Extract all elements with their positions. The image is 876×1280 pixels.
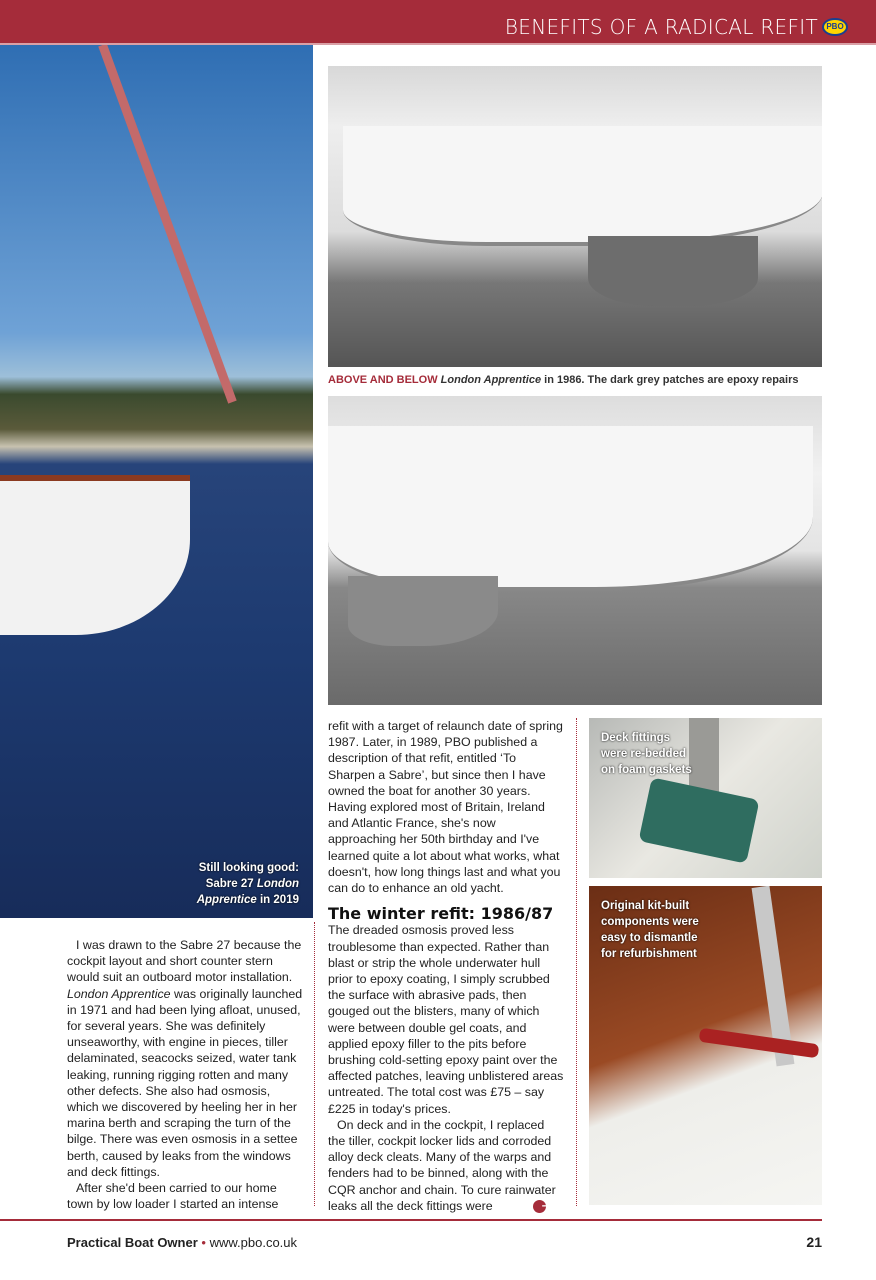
text: was originally launched in 1971 and had been lying afloat, unused, for several years. She was definitely unseaworthy, with engine in pieces, tiller delaminated, seacocks seized, water tank leaking, running rigging rotten and many other defects. She also had osmosis, which we discovered by heeling her in her marina berth and scraping the turn of the bilge. There was even osmosis in a settee berth, caused by leaks from the windows and deck fittings. xyxy=(67,986,303,1179)
fitting-base xyxy=(638,777,759,863)
keel xyxy=(588,236,758,306)
section-heading: The winter refit: 1986/87 xyxy=(328,904,554,924)
hull xyxy=(0,475,190,635)
mast xyxy=(98,45,236,404)
paragraph xyxy=(67,937,303,1180)
text-italic: London Apprentice xyxy=(67,986,171,1001)
hull xyxy=(343,126,822,246)
photo-caption-kit: Original kit-built components were easy to dismantle for refurbishment xyxy=(601,900,699,960)
text: On deck and in the cockpit, I replaced the tiller, cockpit locker lids and corroded alloy deck cleats. Many of the warps and fenders had to be binned, along with the CQR anchor and chain. To cure rainwater leaks all the deck fittings were xyxy=(328,1117,556,1213)
bullet: • xyxy=(201,1235,206,1250)
caption-text: Still looking good: xyxy=(198,862,299,874)
footer-rule xyxy=(0,1219,822,1221)
keel xyxy=(348,576,498,646)
body-column-1 xyxy=(67,937,303,1212)
column-divider xyxy=(576,718,577,1206)
caption-text: in 2019 xyxy=(256,894,299,906)
page-number: 21 xyxy=(806,1234,822,1250)
website-url[interactable]: www.pbo.co.uk xyxy=(209,1235,298,1250)
paragraph: The dreaded osmosis proved less troublesome than expected. Rather than blast or strip the whole underwater hull prior to epoxy coating, I simply scrubbed the surface with abrasive pads, then gouged out the blisters, many of which were between double gel coats, and applied epoxy filler to the pits before brushing cold-setting epoxy paint over the affected patches, leaving unblistered areas untreated. The total cost was £75 – say £225 in today's prices. xyxy=(328,923,564,1116)
photo-deck-fitting xyxy=(589,718,822,878)
caption-italic: London xyxy=(256,878,299,890)
photo-caption-top xyxy=(328,374,798,386)
footer xyxy=(67,1235,297,1250)
magazine-name: Practical Boat Owner xyxy=(67,1235,198,1250)
hull xyxy=(328,426,813,591)
body-column-2 xyxy=(328,718,564,1214)
photo-caption-left xyxy=(197,860,299,908)
caption-text: in 1986. The dark grey patches are epoxy repairs xyxy=(541,374,799,386)
column-divider xyxy=(314,922,315,1206)
caption-lead: ABOVE AND BELOW xyxy=(328,374,441,386)
pbo-logo: PBO xyxy=(822,18,848,36)
caption-italic: London Apprentice xyxy=(440,374,542,386)
photo-hull-1986-bottom xyxy=(328,396,822,705)
paragraph: refit with a target of relaunch date of spring 1987. Later, in 1989, PBO published a description of that refit, entitled ‘To Sharpen a Sabre’, but since then I have owned the boat for another 30 years. Having explored most of Britain, Ireland and Atlantic France, she's now approaching her 50th birthday and I've learned quite a lot about what works, what doesn't, how long things last and what you can do to enhance an old yacht. xyxy=(328,719,563,896)
section-title: BENEFITS OF A RADICAL REFIT xyxy=(504,15,818,39)
photo-caption-deck: Deck fittings were re-bedded on foam gaskets xyxy=(601,732,692,776)
arrow-right-circle-icon: ➔ xyxy=(533,1200,546,1213)
text: I was drawn to the Sabre 27 because the cockpit layout and short counter stern would suit an outboard motor installation. xyxy=(67,938,302,985)
paragraph: After she'd been carried to our home town by low loader I started an intense xyxy=(67,1181,279,1212)
section-header xyxy=(0,0,876,45)
caption-italic: Apprentice xyxy=(196,894,257,906)
photo-kit-components xyxy=(589,886,822,1205)
paragraph xyxy=(328,1117,564,1214)
photo-sailing-yacht xyxy=(0,45,313,918)
photo-hull-1986-top xyxy=(328,66,822,367)
screwdriver xyxy=(699,1028,820,1059)
caption-text: Sabre 27 xyxy=(205,878,257,890)
